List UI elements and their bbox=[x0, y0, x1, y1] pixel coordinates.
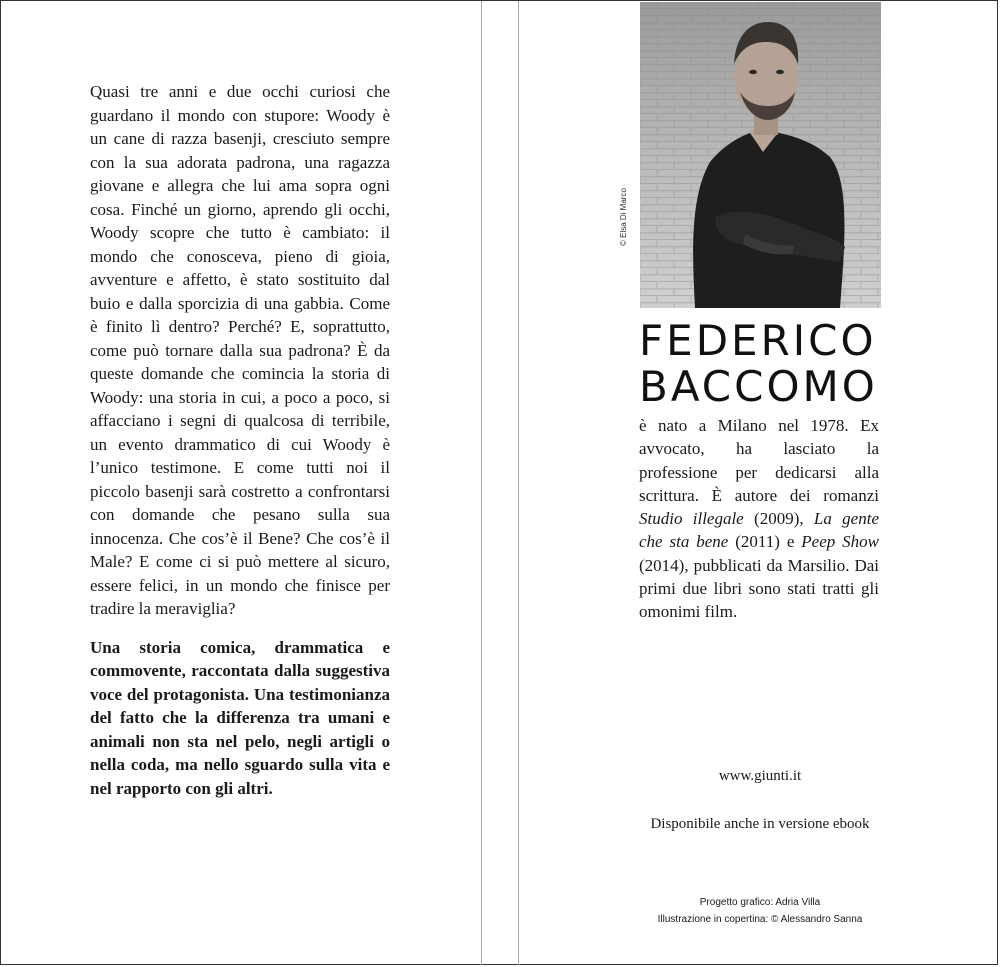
publisher-website[interactable]: www.giunti.it bbox=[718, 768, 802, 784]
bio-text: (2011) e bbox=[728, 532, 802, 552]
author-bio bbox=[639, 414, 879, 624]
fold-line-left bbox=[481, 1, 482, 965]
bio-text: (2009), bbox=[743, 509, 814, 529]
bio-text: è nato a Milano nel 1978. Ex avvocato, ha lasciato la professione per dedicarsi alla scrittura. È autore dei romanzi bbox=[639, 416, 879, 505]
bio-book-title: La gente che sta bene bbox=[639, 509, 879, 552]
synopsis-paragraph: Quasi tre anni e due occhi curiosi che guardano il mondo con stupore: Woody è un cane di razza basenji, cresciuto sempre con la sua adorata padrona, una ragazza giovane e allegra che lui ama sopra ogni cosa. Finché un giorno, aprendo gli occhi, Woody scopre che tutto è cambiato: il mondo che conosceva, pieno di gioia, avventure e affetto, è stato sostituito dal buio e dalla sporcizia di una gabbia. Come è finito lì dentro? Perché? E, soprattutto, come può tornare dalla sua padrona? È da queste domande che comincia la storia di Woody: una storia in cui, a poco a poco, si affacciano i segni di qualcosa di terribile, un evento drammatico di cui Woody è l’unico testimone. E come tutti noi il piccolo basenji sarà costretto a confrontarsi con domande che pesano sulla sua innocenza. Che cos’è il Bene? Che cos’è il Male? E come ci si può mettere al sicuro, essere felici, in un mondo che finisce per tradire la meraviglia? bbox=[90, 82, 390, 618]
design-credit: Progetto grafico: Adria Villa bbox=[699, 897, 821, 908]
bio-book-title: Peep Show bbox=[801, 532, 879, 552]
ebook-note: Disponibile anche in versione ebook bbox=[650, 816, 870, 832]
author-first-name: FEDERICO bbox=[639, 316, 877, 365]
photo-credit: © Elsa Di Marco bbox=[619, 188, 628, 246]
bio-book-title: Studio illegale bbox=[639, 509, 744, 529]
illustration-credit: Illustrazione in copertina: © Alessandro Sanna bbox=[657, 914, 863, 925]
back-cover-text bbox=[90, 80, 390, 815]
author-name bbox=[639, 318, 883, 410]
fold-line-right bbox=[518, 1, 519, 965]
author-last-name: BACCOMO bbox=[639, 362, 878, 411]
blurb-paragraph: Una storia comica, drammatica e commovente, raccontata dalla suggestiva voce del protagonista. Una testimonianza del fatto che la differenza tra umani e animali non sta nel pelo, negli artigli o nella coda, ma nello sguardo sulla vita e nel rapporto con gli altri. bbox=[90, 637, 390, 798]
bio-text: (2014), pubblicati da Marsilio. Dai primi due libri sono stati tratti gli omonimi film. bbox=[639, 555, 879, 622]
credits bbox=[610, 894, 910, 928]
author-photo bbox=[640, 2, 881, 308]
